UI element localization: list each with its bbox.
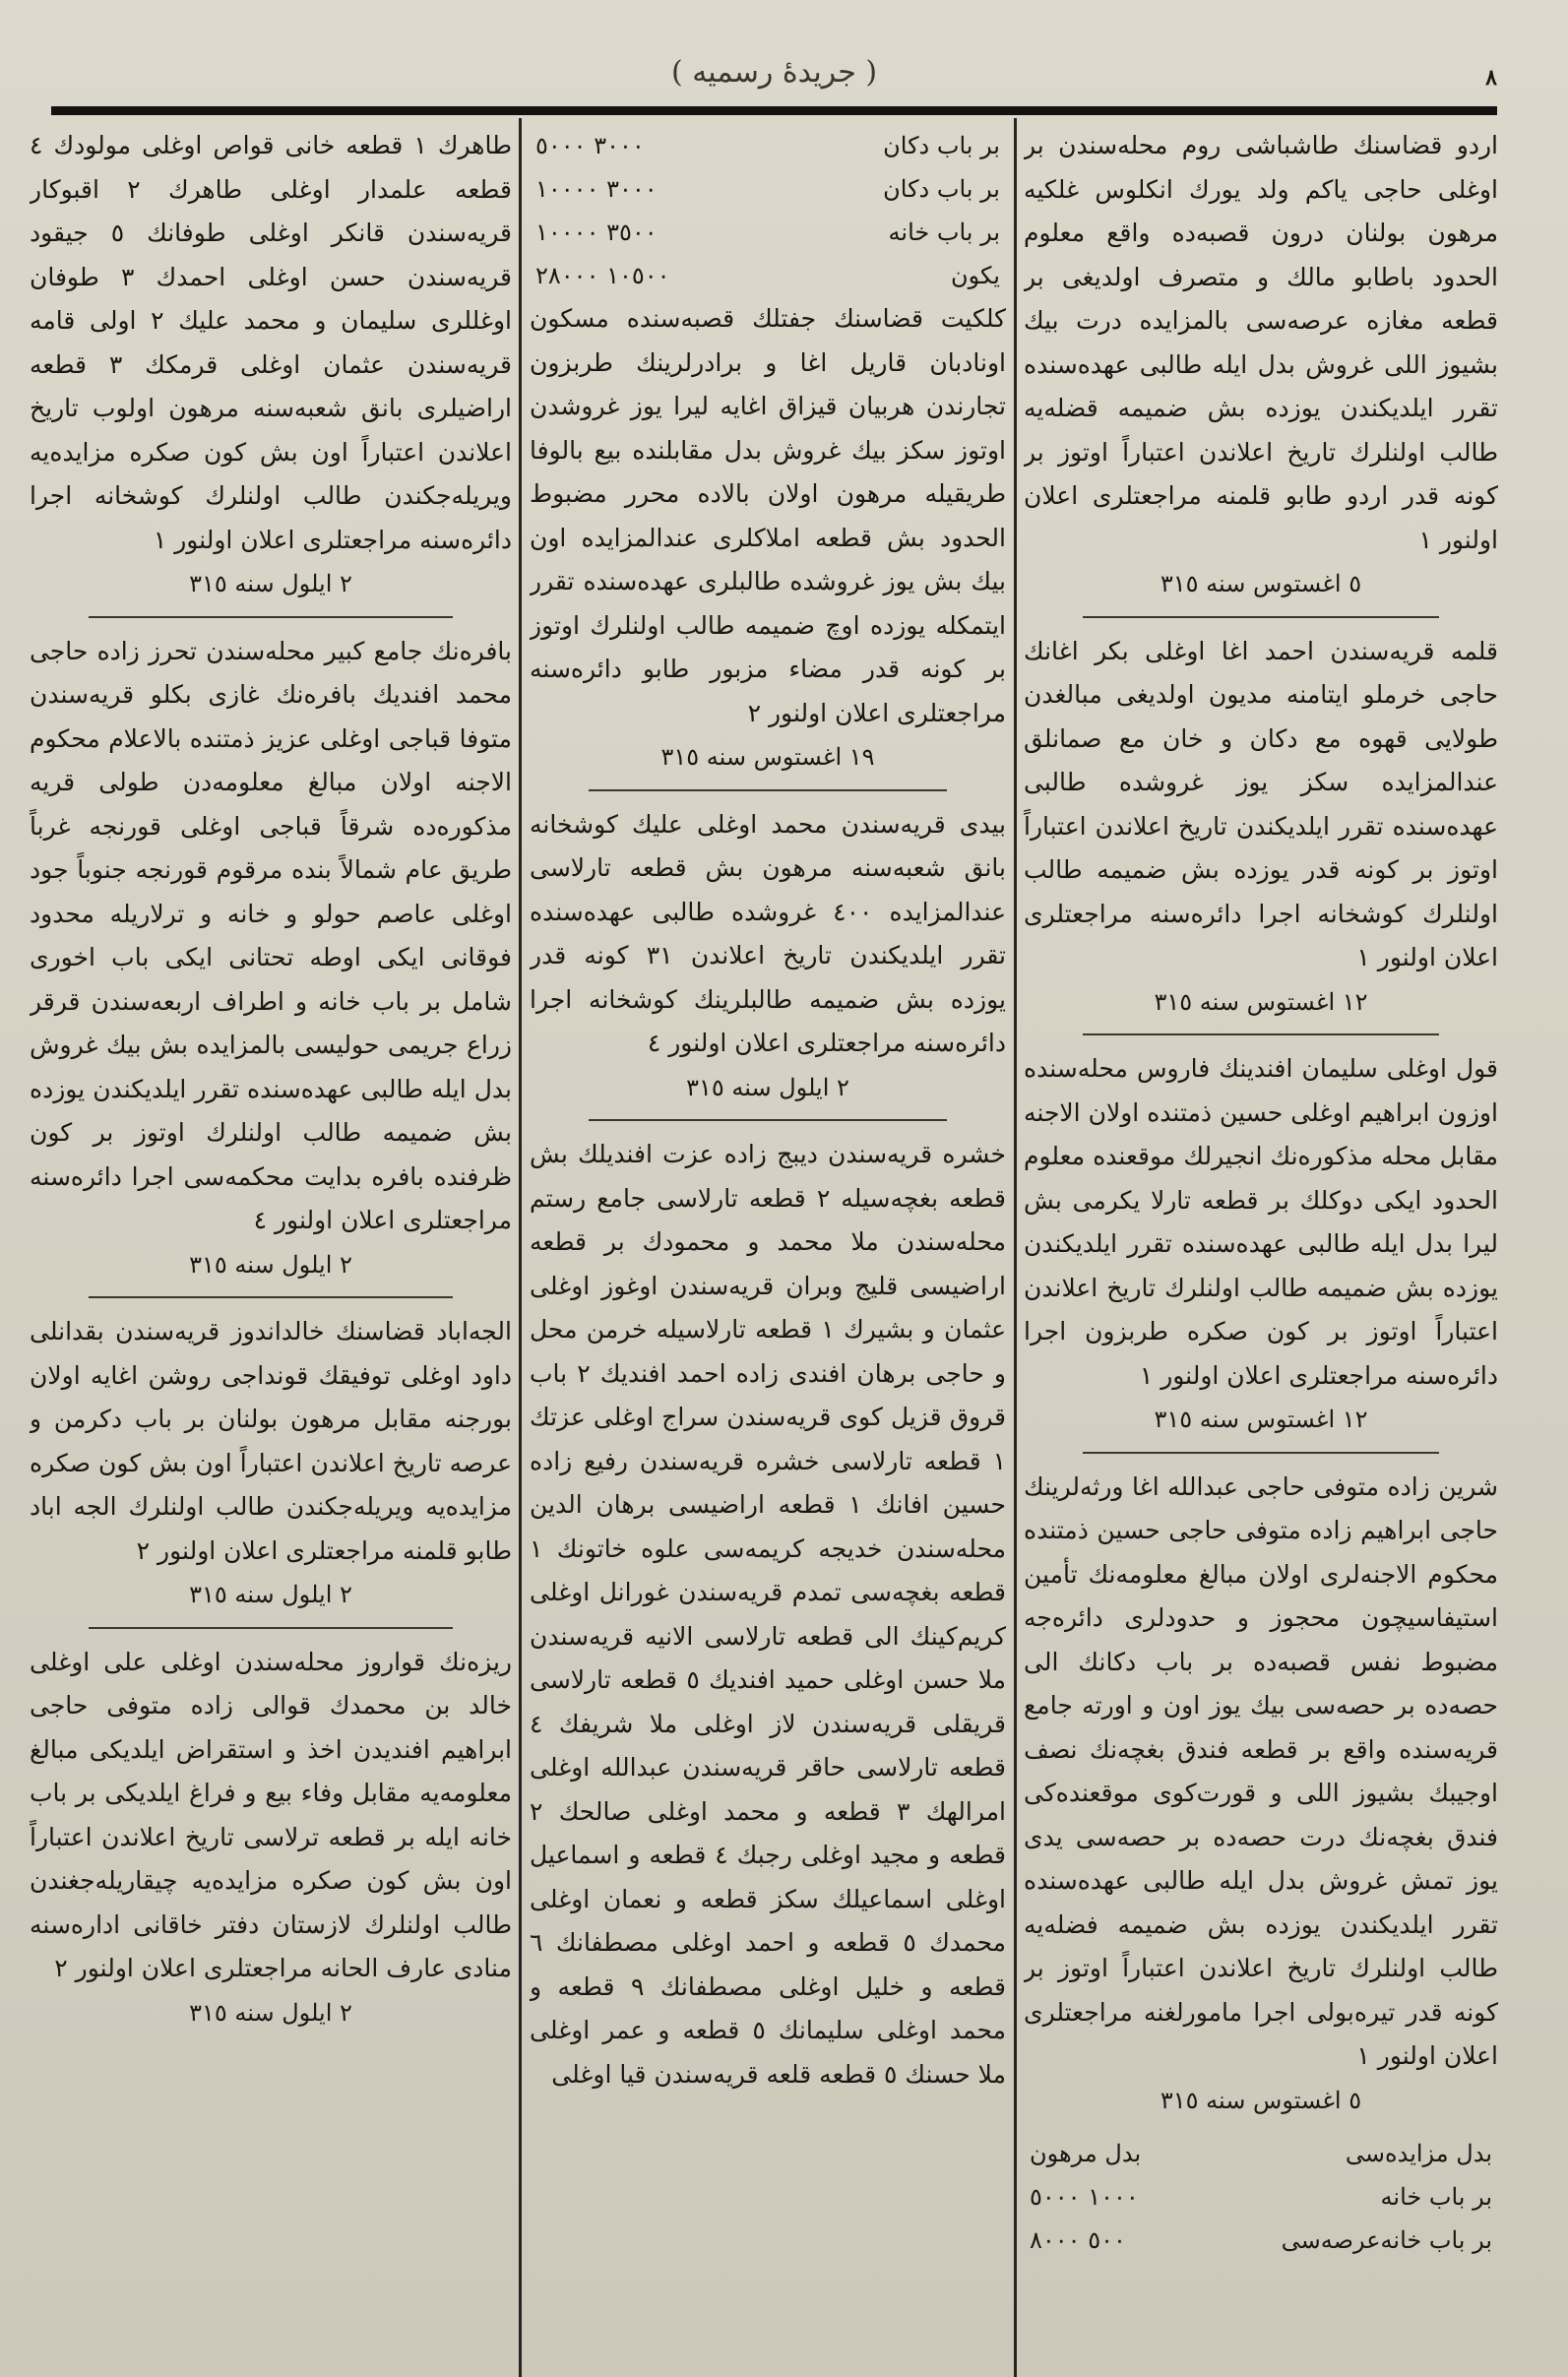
page-header: [51, 47, 1497, 96]
price-label: بر باب خانه: [1380, 2183, 1492, 2211]
price-value: بدل مرهون: [1030, 2140, 1142, 2167]
price-label: يكون: [951, 262, 1000, 289]
notice-text: الجه‌اباد قضاسنك خالداندوز قريه‌سندن بقدانلى داود اوغلى توفيقك قونداجى روشن اغايه اولان بورجنه مقابل مرهون بولنان بر باب دكرمن و عرصه تاريخ اعلاندن اعتباراً اون بش كون صكره مزايده‌يه ويريله‌جكندن طالب اولنلرك الجه اباد طابو قلمنه مراجعتلرى اعلان اولنور ٢: [30, 1317, 512, 1565]
column-separator-left: [519, 118, 522, 2377]
notice-divider: [1083, 1452, 1439, 1454]
notice-left-3: [30, 1310, 512, 1617]
price-value: ١٠٠٠ ٥٠٠٠: [1030, 2183, 1139, 2211]
notice-date: ٢ ايلول سنه ٣١٥: [189, 1998, 352, 2027]
notice-date: ٢ ايلول سنه ٣١٥: [189, 1250, 352, 1279]
notice-text: شرين زاده متوفى حاجى عبدالله اغا ورثه‌لرينك حاجى ابراهيم زاده متوفى حاجى حسين ذمتنده محكوم الاجنه‌لرى اولان مبالغ معلومه‌نك تأمين استيفاسيچون محجوز و حدودلرى دائره‌جه مضبوط نفس قصبه‌ده بر باب دكانك الى حصه‌ده بر حصه‌سى بيك يوز اون و اورته جامع قريه‌سنده واقع بر قطعه فندق بغچه‌نك نصف اوجيبك بشيوز اللى و قورت‌كوى موقعنده‌كى فندق بغچه‌نك درت حصه‌ده بر حصه‌سى يدى يوز تمش غروش بدل ايله طالبى عهده‌سنده تقرر ايلديكندن يوزده بش ضميمه فضله‌يه طالب اولنلرك تاريخ اعلاندن اعتباراً اوتوز بر كونه قدر تيره‌بولى اجرا مامورلغنه مراجعتلرى اعلان اولنور ١: [1024, 1471, 1498, 2070]
price-value: ٣٥٠٠ ١٠٠٠٠: [535, 219, 658, 246]
notice-text: بافره‌نك جامع كبير محله‌سندن تحرز زاده حاجى محمد افنديك بافره‌نك غازى بكلو قريه‌سندن متوفا قباجى اوغلى عزيز ذمتنده بالاعلام محكوم الاجنه اولان مبالغ معلومه‌دن طولى قريه مذكوره‌ده شرقاً قباجى اوغلى قورنجه غرباً طريق عام شمالاً بنده مرقوم قورنجه جنوباً جود اوغلى عاصم حولو و خانه و ترلاريله محدود فوقانى ايكى اوطه تحتانى ايكى باب اخورى شامل بر باب خانه و اطراف اربعه‌سندن قرقر زراع جريمى حوليسى بالمزايده بش بيك غروش بدل ايله طالبى عهده‌سنده تقرر ايلديكندن يوزده بش ضميمه طالب اولنلرك اوتوز بر كون ظرفنده بافره بدايت محكمه‌سى اجرا دائره‌سنه مراجعتلرى اعلان اولنور ٤: [30, 636, 512, 1234]
notice-left-1: [30, 124, 512, 606]
price-value: ٣٠٠٠ ١٠٠٠٠: [535, 175, 658, 203]
notice-divider: [1083, 1033, 1439, 1035]
notice-right-1: [1024, 124, 1498, 606]
notice-text: خشره قريه‌سندن ديبج زاده عزت افنديلك بش قطعه بغچه‌سيله ٢ قطعه تارلاسى جامع رستم محله‌سندن ملا محمد و محمودك بر قطعه اراضيسى قليج وبران قريه‌سندن اوغوز اوغلى عثمان و بشيرك ١ قطعه تارلاسيله خرمن محل و حاجى برهان افندى زاده احمد افنديك ٢ باب قروق قزيل كوى قريه‌سندن سراج اوغلى عزتك ١ قطعه تارلاسى خشره قريه‌سندن رفيع زاده حسين افانك ١ قطعه اراضيسى برهان الدين محله‌سندن خديجه كريمه‌سى علوه خاتونك ١ قطعه بغچه‌سى تمدم قريه‌سندن غورانل اوغلى كريم‌كينك الى قطعه تارلاسى الانيه قريه‌سندن ملا حسن اوغلى حميد افنديك ٥ قطعه تارلاسى قريقلى قريه‌سندن لاز اوغلى ملا شريفك ٤ قطعه تارلاسى حاقر قريه‌سندن عبدالله اوغلى امرالهك ٣ قطعه و محمد اوغلى صالحك ٢ قطعه و مجيد اوغلى رجبك ٤ قطعه و اسماعيل اوغلى اسماعيلك سكز قطعه و نعمان اوغلى محمدك ٥ قطعه و احمد اوغلى مصطفانك ٦ قطعه و خليل اوغلى مصطفانك ٩ قطعه و محمد اوغلى سليمانك ٥ قطعه و عمر اوغلى ملا حسنك ٥ قطعه قلعه قريه‌سندن قيا اوغلى: [530, 1140, 1006, 2089]
notice-divider: [89, 1627, 453, 1629]
notice-date: ١٢ اغستوس سنه ٣١٥: [1154, 1406, 1368, 1433]
notice-text: بيدى قريه‌سندن محمد اوغلى عليك كوشخانه بانق شعبه‌سنه مرهون بش قطعه تارلاسى عندالمزايده ٤٠٠ غروشده طالبى عهده‌سنده تقرر ايلديكندن تاريخ اعلاندن ٣١ كونه قدر يوزده بش ضميمه طالبلرينك كوشخانه اجرا دائره‌سنه مراجعتلرى اعلان اولنور ٤: [530, 809, 1006, 1057]
header-rule: [51, 106, 1497, 115]
price-value: ٥٠٠ ٨٠٠٠: [1030, 2226, 1126, 2254]
notice-divider: [89, 1296, 453, 1298]
notice-mid-1: [530, 297, 1006, 780]
notice-divider: [589, 1119, 947, 1121]
notice-date: ٢ ايلول سنه ٣١٥: [189, 570, 352, 597]
notice-text: قول اوغلى سليمان افندينك فاروس محله‌سنده اوزون ابراهيم اوغلى حسين ذمتنده اولان الاجنه مقابل محله مذكوره‌نك انجيرلك موقعنده معلوم الحدود ايكى دوكلك بر قطعه تارلا يكرمى بش ليرا بدل ايله طالبى عهده‌سنده تقرر ايلديكندن يوزده بش ضميمه طالب اولنلرك تاريخ اعلاندن اعتباراً اوتوز بر كون صكره طربزون اجرا دائره‌سنه مراجعتلرى اعلان اولنور ١: [1024, 1054, 1498, 1390]
notice-left-4: [30, 1641, 512, 2035]
price-line: [1024, 2132, 1498, 2175]
notice-mid-2: [530, 803, 1006, 1110]
price-label: بدل مزايده‌سى: [1345, 2140, 1492, 2167]
notice-date: ٢ ايلول سنه ٣١٥: [189, 1581, 352, 1608]
price-line: [530, 254, 1006, 297]
notice-right-4: [1024, 1466, 1498, 2123]
notice-date: ١٩ اغستوس سنه ٣١٥: [660, 743, 875, 771]
notice-date: ٥ اغستوس سنه ٣١٥: [1160, 570, 1362, 597]
price-label: بر باب خانه‌عرصه‌سى: [1281, 2226, 1492, 2254]
column-middle: [530, 124, 1006, 2357]
column-left: [30, 124, 512, 2357]
price-line: [1024, 2219, 1498, 2262]
notice-date: ١٢ اغستوس سنه ٣١٥: [1154, 987, 1368, 1016]
page-number: ٨: [1485, 65, 1497, 91]
column-right: [1024, 124, 1498, 2357]
notice-text: قلمه قريه‌سندن احمد اغا اوغلى بكر اغانك حاجى خرملو ايتامنه مديون اولديغى مبالغدن طولايى قهوه مع دكان و خان مع صمانلق عندالمزايده سكز يوز غروشده طالبى عهده‌سنده تقرر ايلديكندن تاريخ اعلاندن اعتباراً اوتوز بر كونه قدر يوزده بش ضميمه طالب اولنلرك كوشخانه اجرا دائره‌سنه مراجعتلرى اعلان اولنور ١: [1024, 636, 1498, 971]
notice-date: ٥ اغستوس سنه ٣١٥: [1160, 2086, 1362, 2114]
price-line: [530, 211, 1006, 254]
column-separator-right: [1014, 118, 1017, 2377]
price-line: [530, 124, 1006, 167]
price-label: بر باب خانه: [888, 219, 1000, 246]
notice-text: طاهرك ١ قطعه خانى قواص اوغلى مولودك ٤ قطعه علمدار اوغلى طاهرك ٢ اقبوكار قريه‌سندن قانكر اوغلى طوفانك ٥ جيقود قريه‌سندن حسن اوغلى احمدك ٣ طوفان اوغللرى سليمان و محمد عليك ٢ اولى قامه قريه‌سندن عثمان اوغلى قرمكك ٣ قطعه اراضيلرى بانق شعبه‌سنه مرهون اولوب تاريخ اعلاندن اعتباراً اون بش كون صكره مزايده‌يه ويريله‌جكندن طالب اولنلرك كوشخانه اجرا دائره‌سنه مراجعتلرى اعلان اولنور ١: [30, 131, 512, 554]
price-value: ٣٠٠٠ ٥٠٠٠: [535, 132, 645, 159]
notice-text: اردو قضاسنك طاشباشى روم محله‌سندن بر اوغلى حاجى ياكم ولد يورك انكلوس غلكيه مرهون بولنان درون قصبه‌ده واقع معلوم الحدود باطابو مالك و متصرف اولديغى بر قطعه مغازه عرصه‌سى بالمزايده درت بيك بشيوز اللى غروش بدل ايله طالبى عهده‌سنده تقرر ايلديكندن يوزده بش ضميمه قضله‌يه طالب اولنلرك تاريخ اعلاندن اعتباراً اوتوز بر كونه قدر اردو طابو قلمنه مراجعتلرى اعلان اولنور ١: [1024, 131, 1498, 554]
notice-divider: [1083, 616, 1439, 618]
notice-text: كلكيت قضاسنك جفتلك قصبه‌سنده مسكون اونادبان قاريل اغا و برادرلرينك طربزون تجارندن هربيان قيزاق اغايه ليرا يوز غروشدن اوتوز سكز بيك غروش بدل مقابلنده بيع بالوفا طريقيله مرهون اولان بالاده محرر مضبوط الحدود بش قطعه املاكلرى عندالمزايده اون بيك بش يوز غروشده طالبلرى عهده‌سنده تقرر ايتمكله يوزده اوچ ضميمه طالب اولنلرك اوتوز بر كونه قدر مضاء مزبور طابو دائره‌سنه مراجعتلرى اعلان اولنور ٢: [530, 304, 1006, 727]
price-label: بر باب دكان: [883, 132, 1000, 159]
price-value: ١٠٥٠٠ ٢٨٠٠٠: [535, 262, 670, 289]
price-line: [530, 167, 1006, 211]
notice-divider: [589, 789, 947, 791]
header-title: ( جريدهٔ رسميه ): [670, 55, 878, 90]
notice-mid-3: [530, 1133, 1006, 2096]
notice-right-2: [1024, 630, 1498, 1025]
price-line: [1024, 2175, 1498, 2219]
notice-divider: [89, 616, 453, 618]
price-label: بر باب دكان: [883, 175, 1000, 203]
notice-date: ٢ ايلول سنه ٣١٥: [686, 1073, 849, 1101]
notice-text: ريزه‌نك قواروز محله‌سندن اوغلى على اوغلى خالد بن محمدك قوالى زاده متوفى حاجى ابراهيم افنديدن اخذ و استقراض ايلديكى مبالغ معلومه‌يه مقابل وفاء بيع و فراغ ايلديكى بر باب خانه ايله بر قطعه ترلاسى تاريخ اعلاندن اعتباراً اون بش كون صكره مزايده‌يه چيقاريله‌جغندن طالب اولنلرك لازستان دفتر خاقانى اداره‌سنه منادى عارف الحانه مراجعتلرى اعلان اولنور ٢: [30, 1647, 512, 1982]
notice-left-2: [30, 630, 512, 1287]
notice-right-3: [1024, 1047, 1498, 1442]
